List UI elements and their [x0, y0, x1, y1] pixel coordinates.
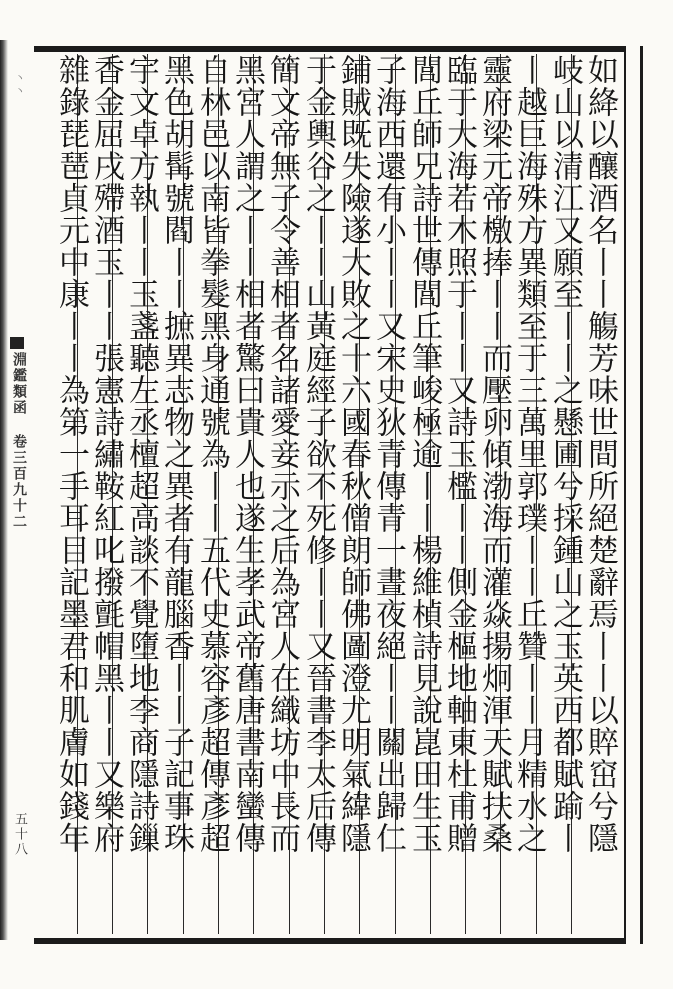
- text-column: 黑色胡髯號閻丨丨摭異志物之異者有龍腦香丨丨子記事珠: [158, 54, 194, 854]
- text-column: 宇文卓方執丨丨玉盞聽左丞檀超高談不覺墮地李商隱詩鏁: [123, 54, 159, 854]
- text-column: 黑宮人謂之丨丨相者驚曰貴人也遂生孝武帝舊唐書南蠻傳: [229, 54, 265, 854]
- text-column: 鋪賊既失險遂大敗之十六國春秋僧朗師佛圖澄尤明氣緯隱: [335, 54, 371, 854]
- text-column: 簡文帝無子令善相者名諸愛妾示之后為宮人在織坊中長而: [264, 54, 300, 854]
- text-column: 丨越巨海殊方異類至于三萬里郭璞丨丨丘贊丨丨月精水之: [511, 54, 547, 854]
- text-column: 岐山以清江又願至丨丨之懸圃兮採鍾山之玉英西都賦踰丨: [547, 54, 583, 854]
- text-column: 子海西還有小丨丨又宋史狄青傳青一晝夜絕丨丨關出歸仁: [370, 54, 406, 854]
- fish-tail-mark: [10, 337, 24, 349]
- text-column: 臨于大海若木照于丨丨又詩玉檻丨丨側金樞地軸東杜甫贈: [441, 54, 477, 854]
- margin-book-title: 淵鑑類函 卷三百九十二: [11, 352, 27, 530]
- outer-rule: [640, 46, 643, 944]
- page-margin-strip: [2, 52, 32, 938]
- text-column: 于金輿谷之丨丨山黃庭經子欲不死修丨丨又晉書李太后傳: [300, 54, 336, 854]
- margin-marks: 丶丶: [13, 72, 26, 98]
- text-column: 雜錄琵琶貞元中康丨丨為第一手耳目記墨君和肌膚如錢年: [53, 54, 89, 854]
- text-column: 靈府梁元帝檄捧丨丨而壓卵傾渤海而灌焱揚炯渾天賦扶桑: [476, 54, 512, 854]
- text-column: 如絳以釀酒名丨丨觴芳味世間所絕楚辭焉丨丨以賥窋兮隱: [582, 54, 618, 854]
- text-column: 閭丘師兄詩世傳閭丘筆峻極逾丨丨楊維楨詩見說崑田生玉: [406, 54, 442, 854]
- text-column: 香金屈戌殢酒玉丨丨張憲詩繡鞍紅叱撥氈帽黑丨丨又樂府: [88, 54, 124, 854]
- margin-page-number: 五十八: [12, 812, 27, 857]
- text-column: 自林邑以南皆拳髮黑身通號為丨丨五代史慕容彥超傳彥超: [194, 54, 230, 854]
